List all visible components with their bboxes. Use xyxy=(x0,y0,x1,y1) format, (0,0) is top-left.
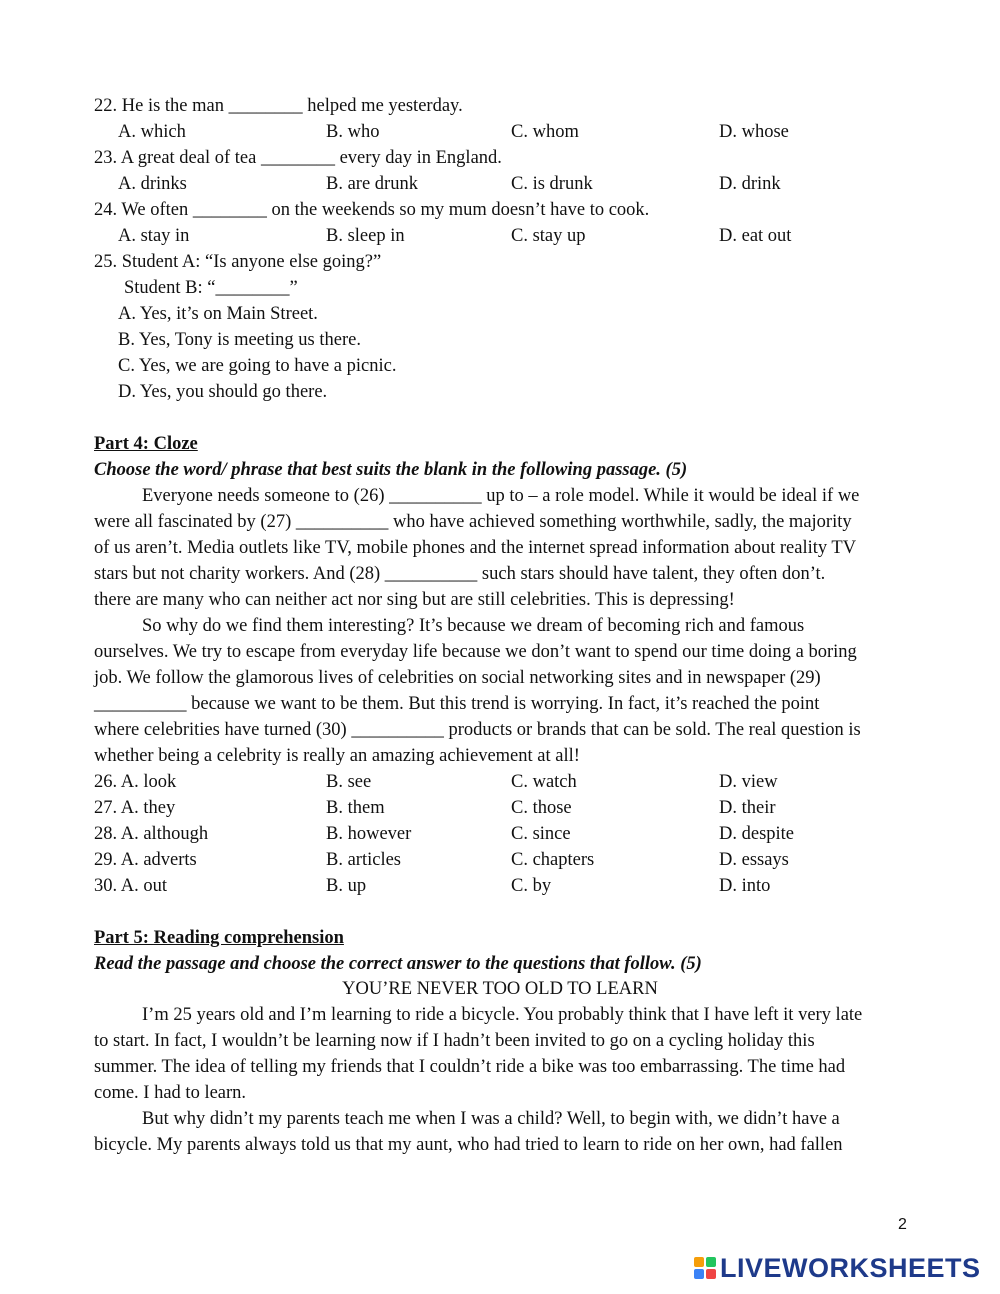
part-4-title: Part 4: Cloze xyxy=(94,434,198,454)
q26-option-b: B. see xyxy=(326,772,372,792)
cloze-line: there are many who can neither act nor sing but are still celebrities. This is depressing! xyxy=(94,590,735,610)
question-25-reply: Student B: “________” xyxy=(124,278,298,298)
reading-line: to start. In fact, I wouldn’t be learning now if I hadn’t been invited to go on a cycling holiday this xyxy=(94,1031,815,1051)
reading-line: I’m 25 years old and I’m learning to ride a bicycle. You probably think that I have left it very late xyxy=(142,1005,863,1025)
q25-option-a: A. Yes, it’s on Main Street. xyxy=(118,304,318,324)
q29-option-b: B. articles xyxy=(326,850,402,870)
q26-option-d: D. view xyxy=(719,772,778,792)
liveworksheets-logo[interactable] xyxy=(694,1253,981,1283)
q29-option-c: C. chapters xyxy=(511,850,595,870)
logo-text: LIVEWORKSHEETS xyxy=(720,1252,981,1283)
cloze-line: __________ because we want to be them. But this trend is worrying. In fact, it’s reached the point xyxy=(94,694,820,714)
question-23-stem: 23. A great deal of tea ________ every day in England. xyxy=(94,148,502,168)
q26-option-c: C. watch xyxy=(511,772,577,792)
q22-option-d: D. whose xyxy=(719,122,789,142)
q28-option-b: B. however xyxy=(326,824,412,844)
part-4-instruction: Choose the word/ phrase that best suits the blank in the following passage. (5) xyxy=(94,460,688,480)
cloze-line: job. We follow the glamorous lives of celebrities on social networking sites and in newspaper (29) xyxy=(94,668,821,688)
reading-line: summer. The idea of telling my friends that I couldn’t ride a bike was too embarrassing. The time had xyxy=(94,1057,846,1077)
q24-option-d: D. eat out xyxy=(719,226,792,246)
cloze-line: ourselves. We try to escape from everyday life because we don’t want to spend our time doing a boring xyxy=(94,642,857,662)
q23-option-a: A. drinks xyxy=(118,174,187,194)
part-5-instruction: Read the passage and choose the correct answer to the questions that follow. (5) xyxy=(94,954,702,974)
q26-option-a: 26. A. look xyxy=(94,772,177,792)
q22-option-c: C. whom xyxy=(511,122,579,142)
q24-option-b: B. sleep in xyxy=(326,226,405,246)
cloze-line: Everyone needs someone to (26) __________ up to – a role model. While it would be ideal if we xyxy=(142,486,860,506)
q22-option-b: B. who xyxy=(326,122,380,142)
cloze-line: whether being a celebrity is really an amazing achievement at all! xyxy=(94,746,580,766)
page-number: 2 xyxy=(898,1216,907,1233)
q30-option-c: C. by xyxy=(511,876,552,896)
q23-option-d: D. drink xyxy=(719,174,781,194)
q27-option-d: D. their xyxy=(719,798,776,818)
q29-option-a: 29. A. adverts xyxy=(94,850,197,870)
cloze-line: stars but not charity workers. And (28) __________ such stars should have talent, they often don’t. xyxy=(94,564,826,584)
reading-line: come. I had to learn. xyxy=(94,1083,247,1103)
q30-option-a: 30. A. out xyxy=(94,876,167,896)
q25-option-b: B. Yes, Tony is meeting us there. xyxy=(118,330,361,350)
reading-line: bicycle. My parents always told us that my aunt, who had tried to learn to ride on her own, had fallen xyxy=(94,1135,843,1155)
liveworksheets-mark-icon xyxy=(694,1257,716,1279)
q28-option-c: C. since xyxy=(511,824,571,844)
question-22-stem: 22. He is the man ________ helped me yesterday. xyxy=(94,96,463,116)
q23-option-c: C. is drunk xyxy=(511,174,593,194)
q30-option-b: B. up xyxy=(326,876,367,896)
q24-option-c: C. stay up xyxy=(511,226,586,246)
reading-line: But why didn’t my parents teach me when I was a child? Well, to begin with, we didn’t have a xyxy=(142,1109,840,1129)
q27-option-b: B. them xyxy=(326,798,385,818)
question-25-stem: 25. Student A: “Is anyone else going?” xyxy=(94,252,382,272)
cloze-line: So why do we find them interesting? It’s because we dream of becoming rich and famous xyxy=(142,616,805,636)
cloze-line: where celebrities have turned (30) __________ products or brands that can be sold. The real question is xyxy=(94,720,861,740)
q28-option-d: D. despite xyxy=(719,824,795,844)
q27-option-a: 27. A. they xyxy=(94,798,176,818)
q25-option-c: C. Yes, we are going to have a picnic. xyxy=(118,356,397,376)
cloze-line: were all fascinated by (27) __________ who have achieved something worthwhile, sadly, the majority xyxy=(94,512,852,532)
q24-option-a: A. stay in xyxy=(118,226,190,246)
part-5-title: Part 5: Reading comprehension xyxy=(94,928,344,948)
q22-option-a: A. which xyxy=(118,122,186,142)
q29-option-d: D. essays xyxy=(719,850,789,870)
cloze-line: of us aren’t. Media outlets like TV, mobile phones and the internet spread information about reality TV xyxy=(94,538,857,558)
question-24-stem: 24. We often ________ on the weekends so my mum doesn’t have to cook. xyxy=(94,200,650,220)
q27-option-c: C. those xyxy=(511,798,572,818)
q30-option-d: D. into xyxy=(719,876,771,896)
q25-option-d: D. Yes, you should go there. xyxy=(118,382,328,402)
q23-option-b: B. are drunk xyxy=(326,174,418,194)
q28-option-a: 28. A. although xyxy=(94,824,209,844)
reading-heading: YOU’RE NEVER TOO OLD TO LEARN xyxy=(342,979,658,999)
